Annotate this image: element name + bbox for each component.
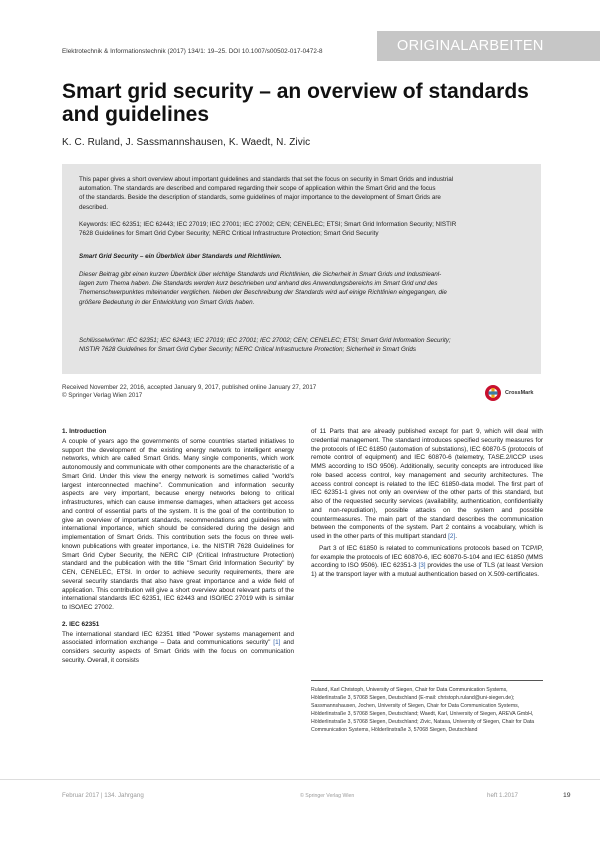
article-title: Smart grid security – an overview of standards and guidelines [62, 80, 529, 126]
abstract-de-line: größere Bedeutung in der Entwicklung von Smart Grids haben. [79, 298, 255, 306]
reference-link-2[interactable]: [2] [448, 533, 456, 540]
iec-text-a: The international standard IEC 62351 titled "Power systems management and associated information exchange – Data and communications security" [62, 630, 294, 647]
abstract-box [62, 164, 541, 374]
iec-text-b: and considers security aspects of Smart Grids with the focus on communication security. Overall, it consists [62, 639, 294, 664]
crossmark-label: CrossMark [505, 390, 534, 396]
copyright-line: © Springer Verlag Wien 2017 [62, 392, 143, 400]
affiliation-rule [311, 680, 543, 681]
abstract-en-line: of the standards. Beside the description of standards, some guidelines of major importance to the development of Smart Grids are [79, 194, 441, 202]
page-number: 19 [563, 792, 571, 799]
intro-heading: 1. Introduction [62, 428, 107, 435]
author-list: K. C. Ruland, J. Sassmannshausen, K. Waedt, N. Zivic [62, 137, 311, 148]
section-label: ORIGINALARBEITEN [397, 38, 544, 54]
author-affiliations: Ruland, Karl Christoph, University of Siegen, Chair for Data Communication Systems, Hölderlinstraße 3, 57068 Siegen, Deutschland (E-mail: christoph.ruland@uni-siegen.de); Sassmannshausen, Jochen, University of Siegen, Chair for Data Communication Systems, Hölderlinstraße 3, 57068 Siegen, Deutschland; Waedt, Karl, University of Siegen, AREVA GmbH, Hölderlinstraße 3, 57068 Siegen, Deutschland; Zivic, Natasa, University of Siegen, Chair for Data Communication Systems, Hölderlinstraße 3, 57068 Siegen, Deutschland [311, 687, 535, 733]
right-p2-text: Part 3 of IEC 61850 is related to communications protocols based on TCP/IP, for example the protocols of IEC 60870-6, IEC 60870-5-104 and IEC 61850 (MMS according to ISO 9506). IEC 62351-3 [311, 544, 543, 570]
keywords-line: Keywords: IEC 62351; IEC 62443; IEC 27019; IEC 27001; IEC 27002; CEN; CENELEC; ETSI; Smart Grid Information Security; NISTIR [79, 221, 457, 228]
reference-link-1[interactable]: [1] [273, 639, 281, 647]
abstract-en-line: automation. The standards are described and compared regarding their scope of application within the Smart Grid and the focus [79, 185, 436, 193]
keywords-line: 7628 Guidelines for Smart Grid Cyber Security; NERC Critical Infrastructure Protection; Smart Grid Security [79, 230, 379, 238]
abstract-en-line: This paper gives a short overview about important guidelines and standards that set the focus on security in Smart Grids and industrial [79, 176, 454, 183]
intro-paragraph: A couple of years ago the governments of some countries started initiatives to support the development of the existing energy network to intelligent energy networks, which are called Smart Grids. Many single components, which work autonomously and communicate with other components are the characteristic of a Smart Grid. Under this view the energy network is sometimes called "world's largest interconnected machine". Communication and information security aspects are very important, because energy networks belong to critical infrastructures, which can cause immense damages, when attackers get access and control of essential parts of the system. It is the goal of the contribution to give an overview of important standards, recommendations and guidelines with international importance, which should be considered during the design and implementation of Smart Grids. This contribution sets the focus on three well-known publications with greater importance, i.e. the NISTIR 7628 Guidelines for Smart Grid Cyber Security, the NERC CIP (Critical Infrastructure Protection) standard and the publication with the title "Smart Grid Information Security" by CEN, CENELEC, ETSI. In order to achieve security requirements, there are several security standards that also have great importance and a wide field of application. This contribution will give a short overview about relevant parts of the international standards IEC 62351, IEC 62443 and ISO/IEC 27019 with is similar to ISO/IEC 27002. [62, 437, 294, 611]
right-p1-text: of 11 Parts that are already published except for part 9, which will deal with credential management. The standard introduces specified security measures for the protocols of IEC 61850 (automation of substations), IEC 60870-5 (protocols of remote control of equipment) and IEC 60870-6 (telemetry, TASE.2/ICCP uses MMS according to ISO 9506). Additionally, security concepts are introduced like role based access control, key management and security architectures. The access control concept is related to the IEC 61850-data model. The first part of IEC 62351-1 gives not only an overview of the other parts of this standard, but also of the requested security services (availability, authentication, confidentiality and non-repudiation), possible attacks on the system and possible countermeasures. The main part of the standard describes the communication between the components of the system. Part 2 contains a vocabulary, which is used in the other parts of this multipart standard [311, 428, 543, 540]
crossmark-badge[interactable] [484, 383, 544, 405]
schluesselwoerter-line: NISTIR 7628 Guidelines for Smart Grid Cyber Security; NERC Critical Infrastructure Protection; Sicherheit in Smart Grids [79, 346, 416, 354]
footer-rule [0, 779, 600, 780]
abstract-de-line: Themenschwerpunktes miteinander verglichen. Neben der Beschreibung der Standards wird auf einige Richtlinien eingegangen, die [79, 289, 447, 297]
left-column [62, 428, 294, 666]
crossmark-icon [484, 383, 502, 403]
right-p1-end: . [455, 533, 458, 540]
right-p2-end: provides the use of TLS (at least Version 1) at the transport layer with a mutual authentication based on X.509-certificates. [311, 562, 543, 578]
iec-heading: 2. IEC 62351 [62, 620, 100, 628]
received-line: Received November 22, 2016, accepted January 9, 2017, published online January 27, 2017 [62, 384, 317, 391]
footer-issue: Februar 2017 | 134. Jahrgang [62, 792, 144, 799]
abstract-de-line: Dieser Beitrag gibt einen kurzen Überblick über wichtige Standards und Richtlinien, die Sicherheit in Smart Grids und Industrieanl- [79, 271, 442, 278]
publication-dates [62, 384, 316, 401]
abstract-de-line: lagen zum Thema haben. Die Standards werden kurz beschrieben und anhand des Anwendungsbereichs im Smart Grid und des [79, 280, 438, 288]
footer-publisher: © Springer Verlag Wien [300, 793, 355, 799]
right-column [311, 428, 543, 580]
footer-heft: heft 1.2017 [487, 792, 518, 799]
abstract-de-title: Smart Grid Security – ein Überblick über Standards und Richtlinien. [79, 253, 282, 260]
iec-paragraph [62, 631, 294, 666]
section-tab [377, 31, 600, 61]
right-paragraph-2 [311, 545, 543, 580]
journal-citation: Elektrotechnik & Informationstechnik (2017) 134/1: 19–25. DOI 10.1007/s00502-017-0472-8 [62, 48, 323, 55]
abstract-en-line: described. [79, 203, 109, 211]
reference-link-3[interactable]: [3] [418, 562, 426, 570]
schluesselwoerter-line: Schlüsselwörter: IEC 62351; IEC 62443; IEC 27019; IEC 27001; IEC 27002; CEN; CENELEC; ETSI; Smart Grid Information Security; [79, 337, 451, 344]
right-paragraph-1 [311, 428, 543, 542]
